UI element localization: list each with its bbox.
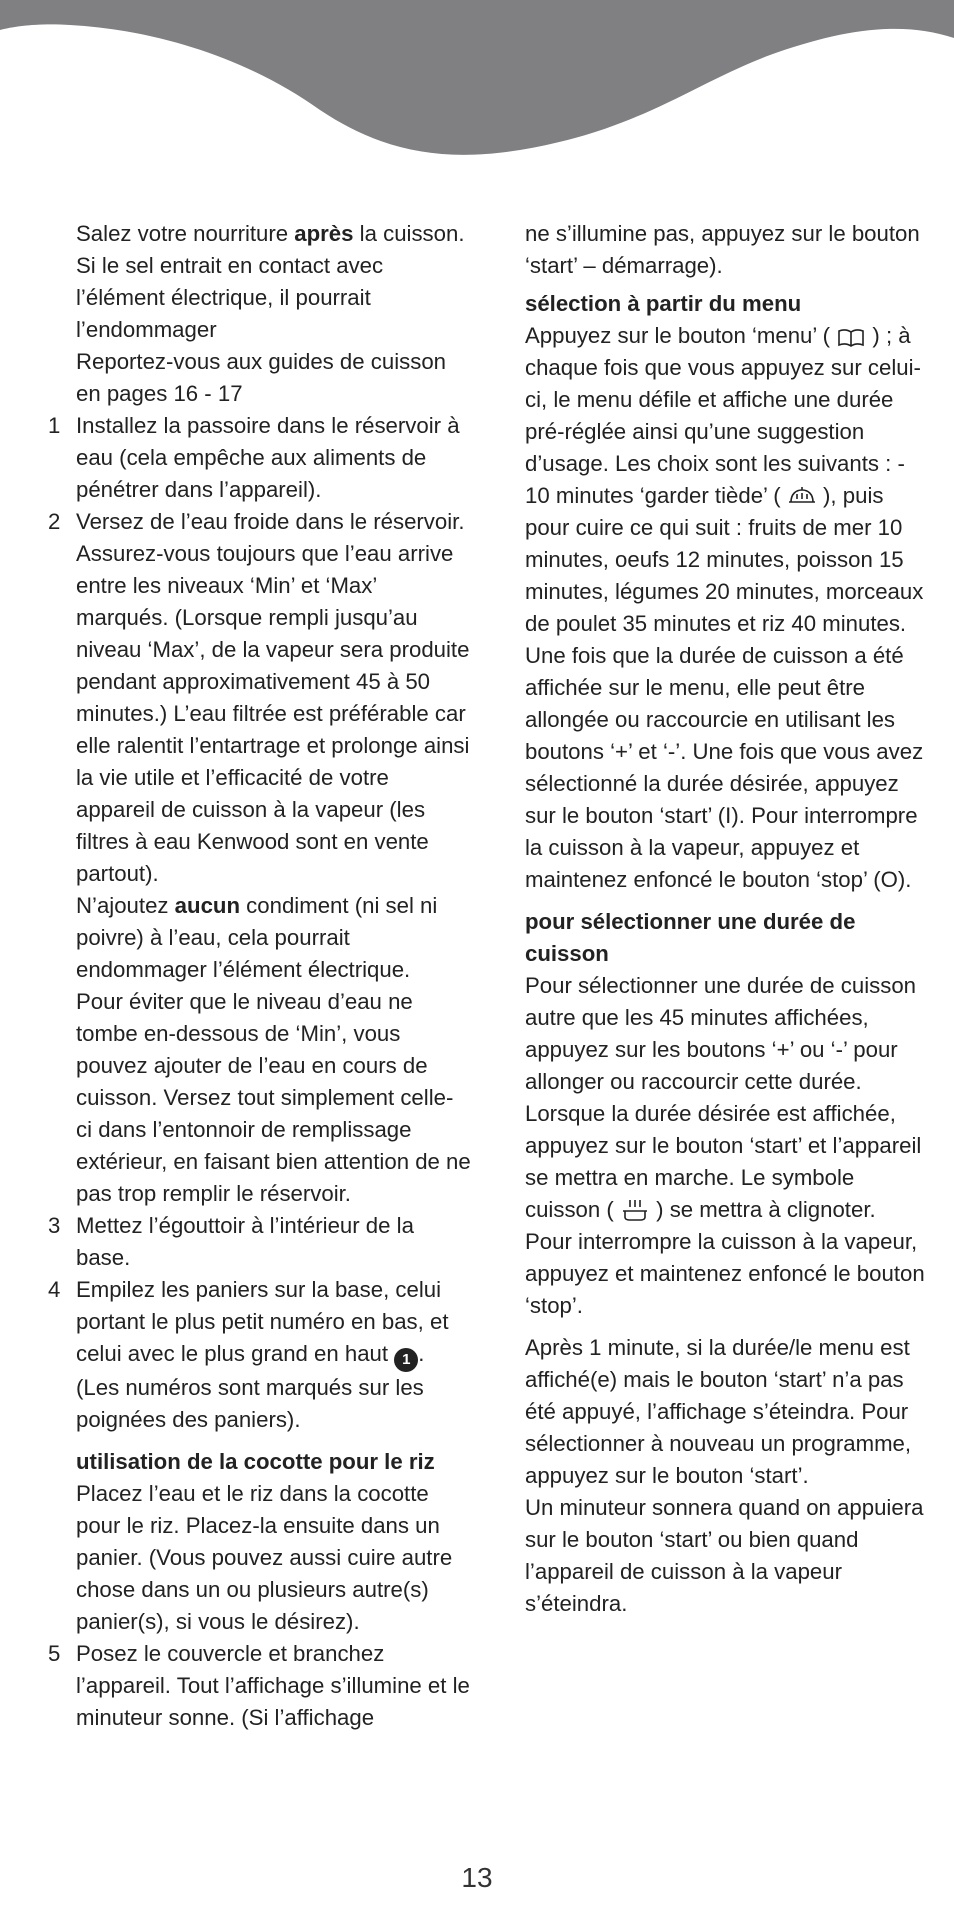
right-column <box>525 218 925 1620</box>
timer-note: Un minuteur sonnera quand on appuiera sur le bouton ‘start’ ou bien quand l’appareil de cuisson à la vapeur s’éteindra. <box>525 1495 924 1616</box>
menu-text: Appuyez sur le bouton ‘menu’ ( ) ; à chaque fois que vous appuyez sur celui-ci, le menu défile et affiche une durée pré-réglée ainsi qu’une suggestion d’usage. Les choix sont les suivants : - 10 minutes ‘garder tiède’ ( ), puis pour cuire ce qui suit : fruits de mer 10 minutes, oeufs 12 minutes, poisson 15 minutes, légumes 20 minutes, morceaux de poulet 35 minutes et riz 40 minutes. Une fois que la durée de cuisson a été affichée sur le menu, elle peut être allongée ou raccourcie en utilisant les boutons ‘+’ et ‘-’. Une fois que vous avez sélectionné la durée désirée, appuyez sur le bouton ‘start’ (I). Pour interrompre la cuisson à la vapeur, appuyez et maintenez enfoncé le bouton ‘stop’ (O). <box>525 323 924 892</box>
rice-text: Placez l’eau et le riz dans la cocotte pour le riz. Placez-la ensuite dans un panier. (Vous pouvez aussi cuire autre chose dans un ou plusieurs autre(s) panier(s), si vous le désirez). <box>76 1481 453 1634</box>
step-1: 1 Installez la passoire dans le réservoir à eau (cela empêche aux aliments de pénétrer dans l’appareil). <box>48 413 460 502</box>
menu-heading: sélection à partir du menu <box>525 291 802 316</box>
duration-text: Pour sélectionner une durée de cuisson autre que les 45 minutes affichées, appuyez sur les boutons ‘+’ ou ‘-’ pour allonger ou raccourcir cette durée. Lorsque la durée désirée est affichée, appuyez sur le bouton ‘start’ et l’appareil se mettra en marche. Le symbole cuisson ( ) se mettra à clignoter. Pour interrompre la cuisson à la vapeur, appuyez et maintenez enfoncé le bouton ‘stop’. <box>525 973 925 1318</box>
rice-heading: utilisation de la cocotte pour le riz <box>76 1449 435 1474</box>
steam-pot-icon <box>620 1197 650 1223</box>
header-wave <box>0 0 954 160</box>
step-2: 2 Versez de l’eau froide dans le réservoir. Assurez-vous toujours que l’eau arrive entre les niveaux ‘Min’ et ‘Max’ marqués. (Lorsque rempli jusqu’au niveau ‘Max’, de la vapeur sera produite pendant approximativement 45 à 50 minutes.) L’eau filtrée est préférable car elle ralentit l’entartrage et prolonge ainsi la vie utile et l’efficacité de votre appareil de cuisson à la vapeur (les filtres à eau Kenwood sont en vente partout). <box>48 509 470 886</box>
refill-note: Pour éviter que le niveau d’eau ne tombe en-dessous de ‘Min’, vous pouvez ajouter de l’eau en cours de cuisson. Versez tout simplement celle- ci dans l’entonnoir de remplissage extérieur, en faisant bien attention de ne pas trop remplir le réservoir. <box>76 989 471 1206</box>
step-5-continued: ne s’illumine pas, appuyez sur le bouton ‘start’ – démarrage). <box>525 221 920 278</box>
step-3: 3 Mettez l’égouttoir à l’intérieur de la base. <box>48 1213 414 1270</box>
step-4: 4 Empilez les paniers sur la base, celui portant le plus petit numéro en bas, et celui avec le plus grand en haut 1 . (Les numéros sont marqués sur les poignées des paniers). <box>48 1277 449 1432</box>
dish-cover-icon <box>787 485 817 509</box>
duration-heading: pour sélectionner une durée de cuisson <box>525 909 856 966</box>
page-number: 13 <box>461 1862 493 1893</box>
step-5: 5 Posez le couvercle et branchez l’appareil. Tout l’affichage s’illumine et le minuteur sonne. (Si l’affichage <box>48 1641 470 1730</box>
book-icon <box>836 327 866 349</box>
guides-note: Reportez-vous aux guides de cuisson en pages 16 - 17 <box>76 349 447 406</box>
condiment-note: N’ajoutez aucun condiment (ni sel ni poivre) à l’eau, cela pourrait endommager l’élément électrique. <box>76 893 438 982</box>
salt-note: Salez votre nourriture après la cuisson. Si le sel entrait en contact avec l’élément électrique, il pourrait l’endommager <box>76 221 465 342</box>
step-marker-icon: 1 <box>394 1348 418 1372</box>
left-column <box>42 218 472 1734</box>
after-note: Après 1 minute, si la durée/le menu est affiché(e) mais le bouton ‘start’ n’a pas été appuyé, l’affichage s’éteindra. Pour sélectionner à nouveau un programme, appuyez sur le bouton ‘start’. <box>525 1335 912 1488</box>
